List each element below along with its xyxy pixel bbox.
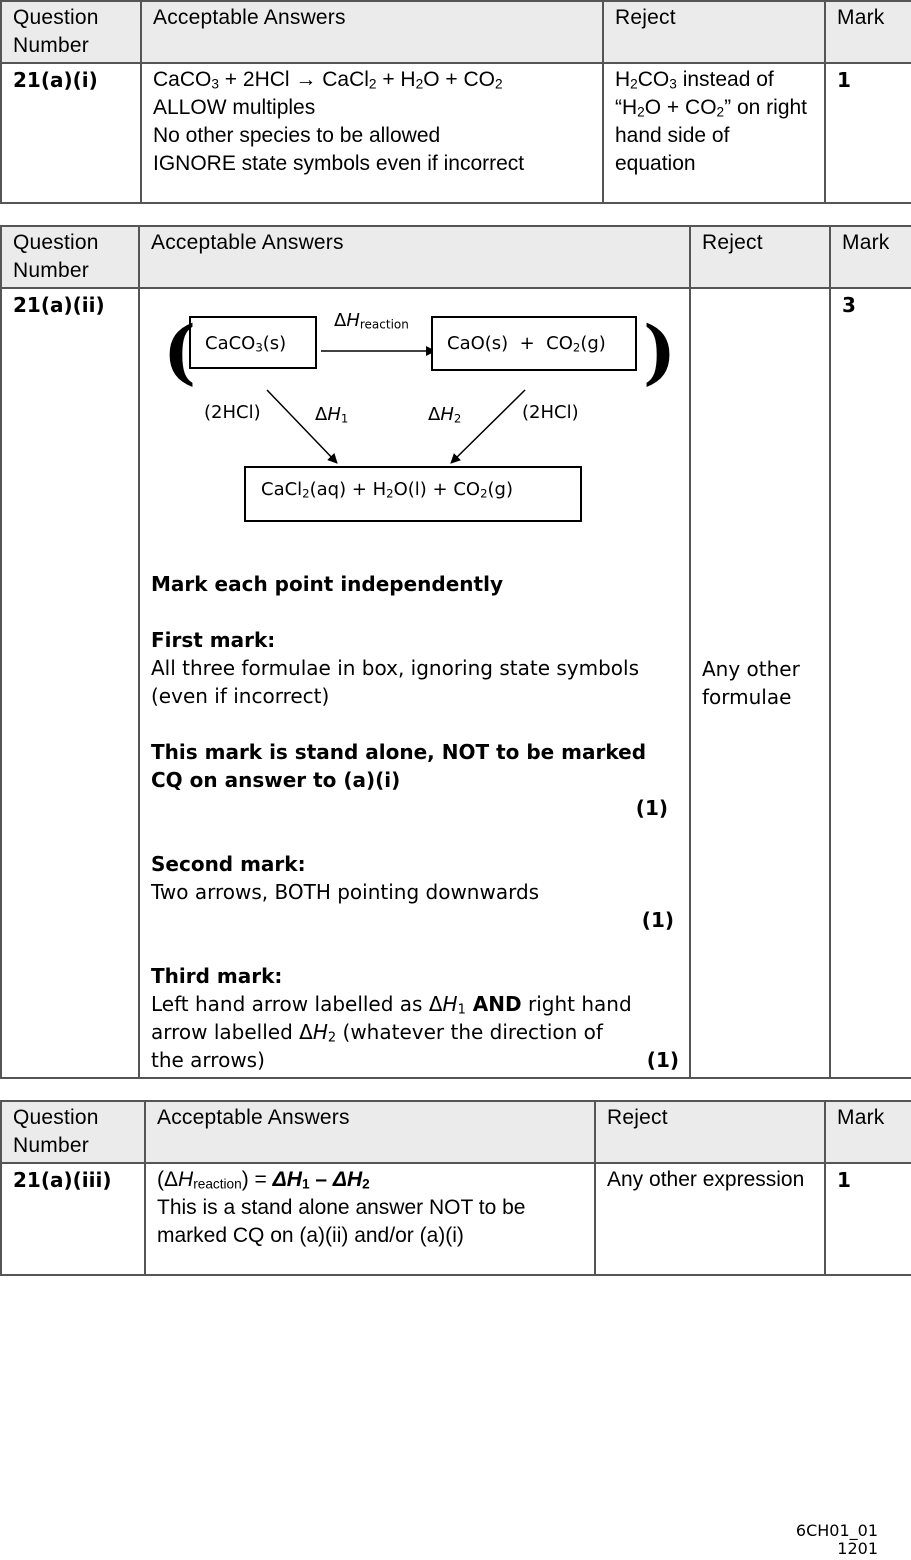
first-mark-points: (1) [635,796,668,820]
header-mark: Mark [825,1101,911,1163]
header-question-number: Question Number [1,226,139,288]
header-mark: Mark [830,226,911,288]
first-mark-note: This mark is stand alone, NOT to be marked CQ on answer to (a)(i) [151,740,647,792]
header-row [1,226,911,288]
equation: CaCO$_3$ + 2HCl → CaCl$_2$ + $H_2O + CO_2$ [153,68,503,92]
header-reject: Reject [595,1101,825,1163]
third-mark-points: (1) [646,1048,679,1072]
first-mark-heading: First mark: [151,628,276,652]
hess-cycle-diagram [151,289,677,549]
page-footer [796,1522,878,1558]
header-row [1,1101,911,1163]
mark-scheme-table-21a-i [0,0,911,204]
label-dh1: $\Delta H_1$ [315,404,349,426]
label-dh-reaction: $\Delta H_{reaction}$ [334,310,409,332]
answer-line: ALLOW multiples [153,96,316,119]
exam-series: 1201 [837,1539,878,1558]
label-dh2: $\Delta H_2$ [428,404,462,426]
acceptable-answer [139,288,690,1078]
second-mark-text: Two arrows, BOTH pointing downwards [151,880,540,904]
label-right-reagent: (2HCl) [522,402,579,423]
box-cao-co2: $CaO(s) + CO_2(g)$ [431,316,637,371]
mark-scheme-table-21a-iii [0,1100,911,1276]
box-cacl2-h2o-co2: CaCl$_2$(aq) + $H_2O(l) + CO_2(g)$ [244,466,582,522]
mark-value: 3 [830,288,911,1078]
header-reject: Reject [690,226,830,288]
header-acceptable-answers: Acceptable Answers [139,226,690,288]
answer-note: This is a stand alone answer NOT to be marked CQ on (a)(ii) and/or (a)(i) [157,1196,526,1247]
box-caco3: CaCO$_3$(s) [189,316,317,369]
reject-text: Any other expression [595,1163,825,1275]
header-row [1,1,911,63]
question-number: 21(a)(ii) [1,288,139,1078]
mark-value: 1 [825,63,911,203]
acceptable-answer [145,1163,595,1275]
answer-row [1,1163,911,1275]
open-bracket: ( [163,310,197,393]
second-mark-heading: Second mark: [151,852,306,876]
mark-value: 1 [825,1163,911,1275]
third-mark-heading: Third mark: [151,964,283,988]
question-number: 21(a)(iii) [1,1163,145,1275]
answer-row [1,63,911,203]
reject-text: $H_2CO_3$ instead of “$H_2O + CO_2$” on right hand side of equation [603,63,825,203]
enthalpy-expression: $(\Delta H_{reaction}) = \Delta H_1 - \Delta H_2$ [157,1168,370,1192]
mark-scheme-table-21a-ii [0,225,911,1079]
acceptable-answer [141,63,603,203]
header-mark: Mark [825,1,911,63]
close-bracket: ) [643,310,677,393]
header-question-number: Question Number [1,1,141,63]
label-left-reagent: (2HCl) [204,402,261,423]
intro-text: Mark each point independently [151,572,503,596]
reject-text: Any other formulae [690,288,830,1078]
paper-code: 6CH01_01 [795,1521,878,1540]
answer-line: No other species to be allowed [153,124,441,147]
answer-line: IGNORE state symbols even if incorrect [153,152,525,175]
answer-row [1,288,911,1078]
arrow-dh2 [451,390,525,463]
header-acceptable-answers: Acceptable Answers [145,1101,595,1163]
header-acceptable-answers: Acceptable Answers [141,1,603,63]
header-question-number: Question Number [1,1101,145,1163]
third-mark-text: Left hand arrow labelled as $\Delta H_1$ AND right hand arrow labelled $\Delta H_2$ (whatever the direction of the arrows) [151,992,632,1072]
second-mark-points: (1) [641,908,674,932]
first-mark-text: All three formulae in box, ignoring state symbols (even if incorrect) [151,656,639,708]
question-number: 21(a)(i) [1,63,141,203]
header-reject: Reject [603,1,825,63]
